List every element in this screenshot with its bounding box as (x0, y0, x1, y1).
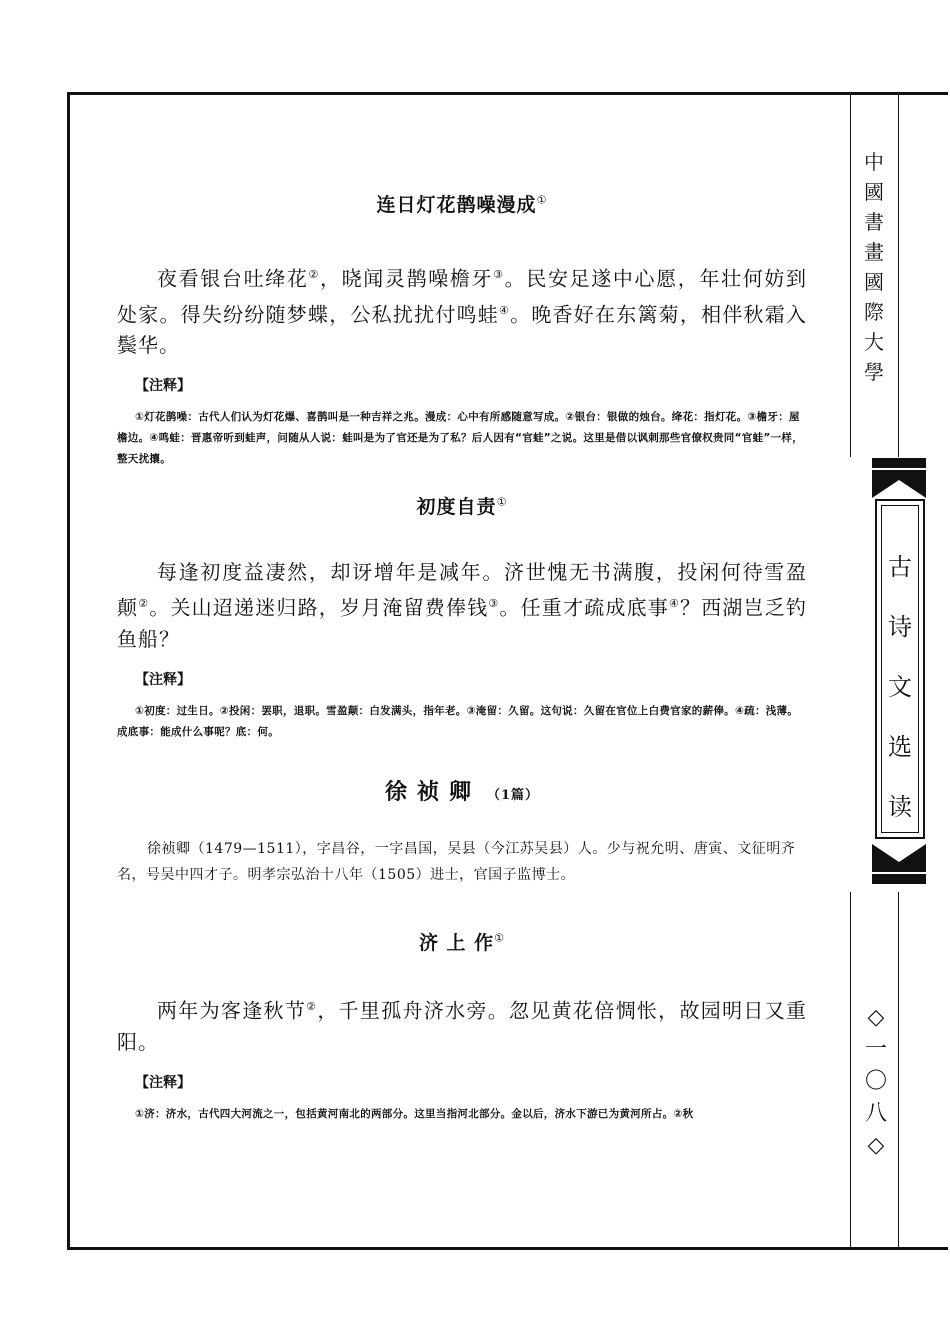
poem-text: 每逢初度益凄然，却讶增年是减年。济世愧无书满腹，投闲何待雪盈颠 (117, 560, 807, 620)
author-heading (117, 775, 807, 806)
poem-body (117, 991, 807, 1058)
footnote-mark: ② (138, 597, 150, 611)
sidebar-rule (898, 892, 899, 1250)
footnote-mark: ④ (499, 303, 511, 317)
poem-text: 。关山迢递迷归路，岁月淹留费俸钱 (149, 595, 489, 620)
author-piece-count: （1篇） (486, 787, 540, 803)
series-char: 中 (864, 150, 884, 174)
series-char: 學 (864, 360, 884, 384)
notes-label: 【注释】 (135, 1074, 191, 1091)
poem-text: ？西湖岂乏钓鱼船？ (117, 595, 807, 651)
footnote-mark: ④ (668, 597, 681, 611)
diamond-icon: ◇ (867, 1133, 885, 1158)
series-char: 大 (864, 330, 884, 354)
footnote-mark: ① (496, 495, 508, 509)
poem-text: ，千里孤舟济水旁。忽见黄花倍惆怅，故园明日又重阳。 (117, 998, 808, 1054)
poem-text: ，晓闻灵鹊噪檐牙 (320, 266, 494, 291)
footnote-mark: ② (308, 268, 321, 281)
book-title-char: 文 (888, 673, 912, 701)
book-title-char: 选 (888, 733, 912, 761)
notes-label: 【注释】 (135, 378, 191, 395)
notes-text: ①初度：过生日。②投闲：罢职，退职。雪盈颠：白发满头，指年老。③淹留：久留。这句说：久留在官位上白费官家的薪俸。④疏：浅薄。成底事：能成什么事呢？底：何。 (117, 704, 799, 738)
poem-body (117, 259, 807, 361)
main-content (117, 190, 807, 1125)
footnote-mark: ③ (493, 268, 505, 281)
decorative-band (872, 874, 926, 884)
poem-text: 。任重才疏成底事 (499, 595, 669, 620)
sidebar-rule (850, 92, 851, 457)
series-char: 書 (864, 210, 884, 234)
sidebar-rule (898, 92, 899, 457)
chevron-top-ornament (870, 470, 928, 500)
author-bio: 徐祯卿（1479—1511），字昌谷，一字昌国，吴县（今江苏吴县）人。少与祝允明、唐寅、文征明齐名，号吴中四才子。明孝宗弘治十八年（1505）进士，官国子监博士。 (117, 840, 796, 883)
page-number-char: 一 (864, 1037, 887, 1062)
notes-label: 【注释】 (135, 671, 191, 688)
poem-title (117, 928, 807, 955)
poem-text: 。晚香好在东篱菊，相伴秋霜入鬓华。 (117, 302, 808, 358)
series-char: 國 (864, 270, 884, 294)
series-char: 國 (864, 180, 884, 204)
page-number (858, 1002, 894, 1162)
poem-body (117, 557, 807, 655)
footnote-mark: ① (536, 193, 548, 207)
series-title (858, 147, 890, 387)
sidebar-rule (850, 892, 851, 1250)
book-title-char: 古 (888, 553, 912, 581)
poem-text: 两年为客逢秋节 (157, 998, 307, 1023)
diamond-icon: ◇ (867, 1005, 885, 1030)
chevron-bottom-ornament (870, 842, 928, 872)
series-char: 際 (864, 300, 884, 324)
poem-title (117, 190, 807, 217)
poem-title-text: 连日灯花鹊噪漫成 (376, 194, 537, 216)
series-char: 畫 (864, 240, 884, 264)
poem-title-text: 初度自责 (416, 496, 497, 519)
notes-text: ①灯花鹊噪：古代人们认为灯花爆、喜鹊叫是一种吉祥之兆。漫成：心中有所感随意写成。②银台：银做的烛台。绛花：指灯花。③檐牙：屋檐边。④鸣蛙：晋惠帝听到蛙声，问随从人说：蛙叫是为了官还是为了私？后人因有“官蛙”之说。这里是借以讽刺那些官僚权贵同“官蛙”一样，整天扰攘。 (117, 411, 803, 466)
footnote-mark: ① (494, 931, 506, 945)
decorative-band (872, 458, 926, 468)
poem-title-text: 济 上 作 (418, 931, 495, 954)
poem-text: 。民安足遂中心愿，年壮何妨到处家。得失纷纷随梦蝶，公私扰扰付鸣蛙 (117, 266, 808, 327)
notes-text: ①济：济水，古代四大河流之一，包括黄河南北的两部分。这里当指河北部分。金以后，济水下游已为黄河所占。②秋 (135, 1107, 694, 1120)
poem-title (117, 492, 807, 519)
page-number-char: 八 (864, 1101, 887, 1126)
book-title (878, 537, 922, 837)
book-title-char: 诗 (888, 613, 912, 641)
author-name: 徐祯卿 (384, 778, 481, 805)
footnote-mark: ② (306, 999, 318, 1013)
footnote-mark: ③ (488, 597, 500, 611)
page-number-char: 〇 (864, 1069, 887, 1094)
poem-text: 夜看银台吐绛花 (157, 266, 309, 291)
book-title-char: 读 (888, 793, 912, 821)
